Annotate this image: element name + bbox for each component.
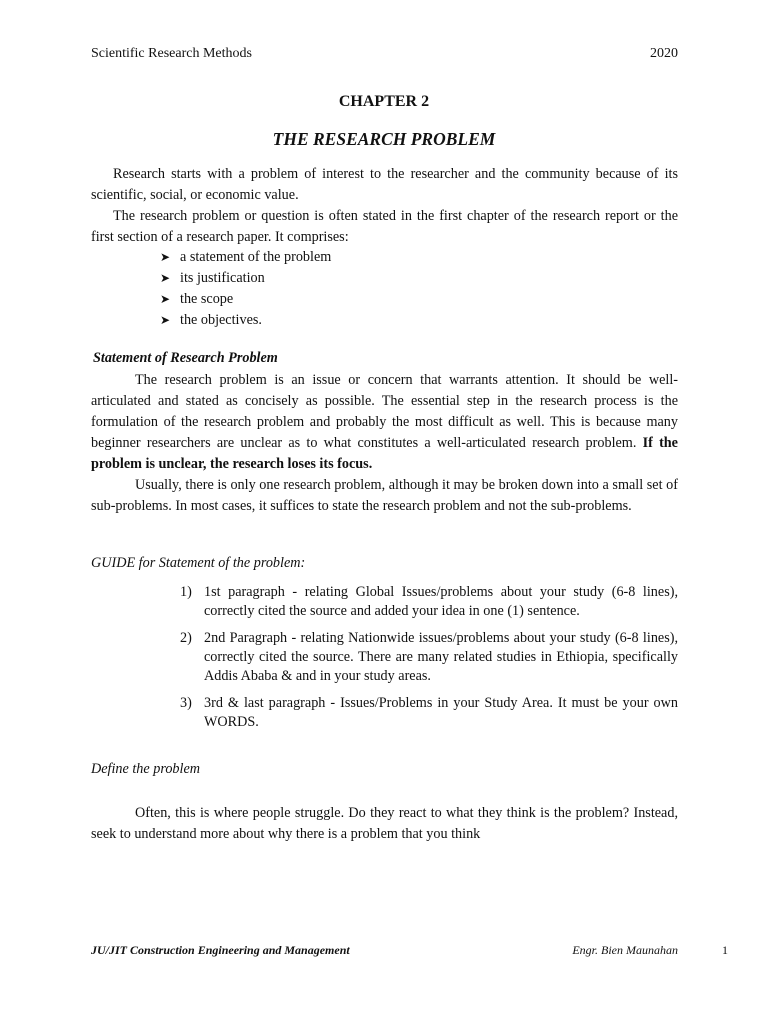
components-list xyxy=(160,247,331,331)
intro-paragraph-1: Research starts with a problem of interest to the researcher and the community because of its scientific, social, or economic value. xyxy=(91,166,678,203)
header-course: Scientific Research Methods xyxy=(91,46,252,61)
list-item: ➤ the objectives. xyxy=(160,310,331,331)
list-item: ➤ the scope xyxy=(160,289,331,310)
section-heading-statement: Statement of Research Problem xyxy=(93,350,278,366)
footer-author: Engr. Bien Maunahan xyxy=(572,943,678,957)
guide-heading: GUIDE for Statement of the problem: xyxy=(91,555,306,571)
chapter-title: THE RESEARCH PROBLEM xyxy=(272,129,496,149)
list-item: 2) 2nd Paragraph - relating Nationwide issues/problems about your study (6-8 lines), correctly cited the source. There are many related studies in Ethiopia, specifically Addis Ababa & and in your study areas. xyxy=(180,630,678,684)
arrow-bullet-icon: ➤ xyxy=(160,271,171,285)
footer-institution: JU/JIT Construction Engineering and Management xyxy=(91,943,350,957)
list-item: 3) 3rd & last paragraph - Issues/Problems in your Study Area. It must be your own WORDS. xyxy=(180,695,678,730)
guide-list-item-2 xyxy=(180,629,678,686)
list-item: ➤ its justification xyxy=(160,268,331,289)
arrow-bullet-icon: ➤ xyxy=(160,250,171,264)
intro-paragraph-2: The research problem or question is often stated in the first chapter of the research report or the first section of a research paper. It comprises: xyxy=(91,208,678,245)
page-number: 1 xyxy=(722,943,728,957)
guide-list-item-3 xyxy=(180,694,678,732)
guide-list-item-1 xyxy=(180,583,678,621)
statement-paragraph-2: Usually, there is only one research problem, although it may be broken down into a small set of sub-problems. In most cases, it suffices to state the research problem and not the sub-problems. xyxy=(91,477,678,514)
define-problem-heading: Define the problem xyxy=(91,761,201,777)
arrow-bullet-icon: ➤ xyxy=(160,313,171,327)
emphasis-sentence: If the problem is unclear, the research loses its focus. xyxy=(91,435,678,472)
define-paragraph: Often, this is where people struggle. Do they react to what they think is the problem? Instead, seek to understand more about why there is a problem that you think xyxy=(91,805,678,842)
list-item: ➤ a statement of the problem xyxy=(160,247,331,268)
statement-paragraph-1: The research problem is an issue or concern that warrants attention. It should be well-articulated and stated as concisely as possible. The essential step in the research process is the formulation of the research problem and probably the most difficult as well. This is because many beginner researchers are unclear as to what constitutes a well-articulated research problem. If the problem is unclear, the research loses its focus. xyxy=(91,372,678,472)
arrow-bullet-icon: ➤ xyxy=(160,292,171,306)
header-year: 2020 xyxy=(650,46,678,61)
chapter-label: CHAPTER 2 xyxy=(338,93,430,110)
list-item: 1) 1st paragraph - relating Global Issues/problems about your study (6-8 lines), correctly cited the source and added your idea in one (1) sentence. xyxy=(180,584,678,619)
